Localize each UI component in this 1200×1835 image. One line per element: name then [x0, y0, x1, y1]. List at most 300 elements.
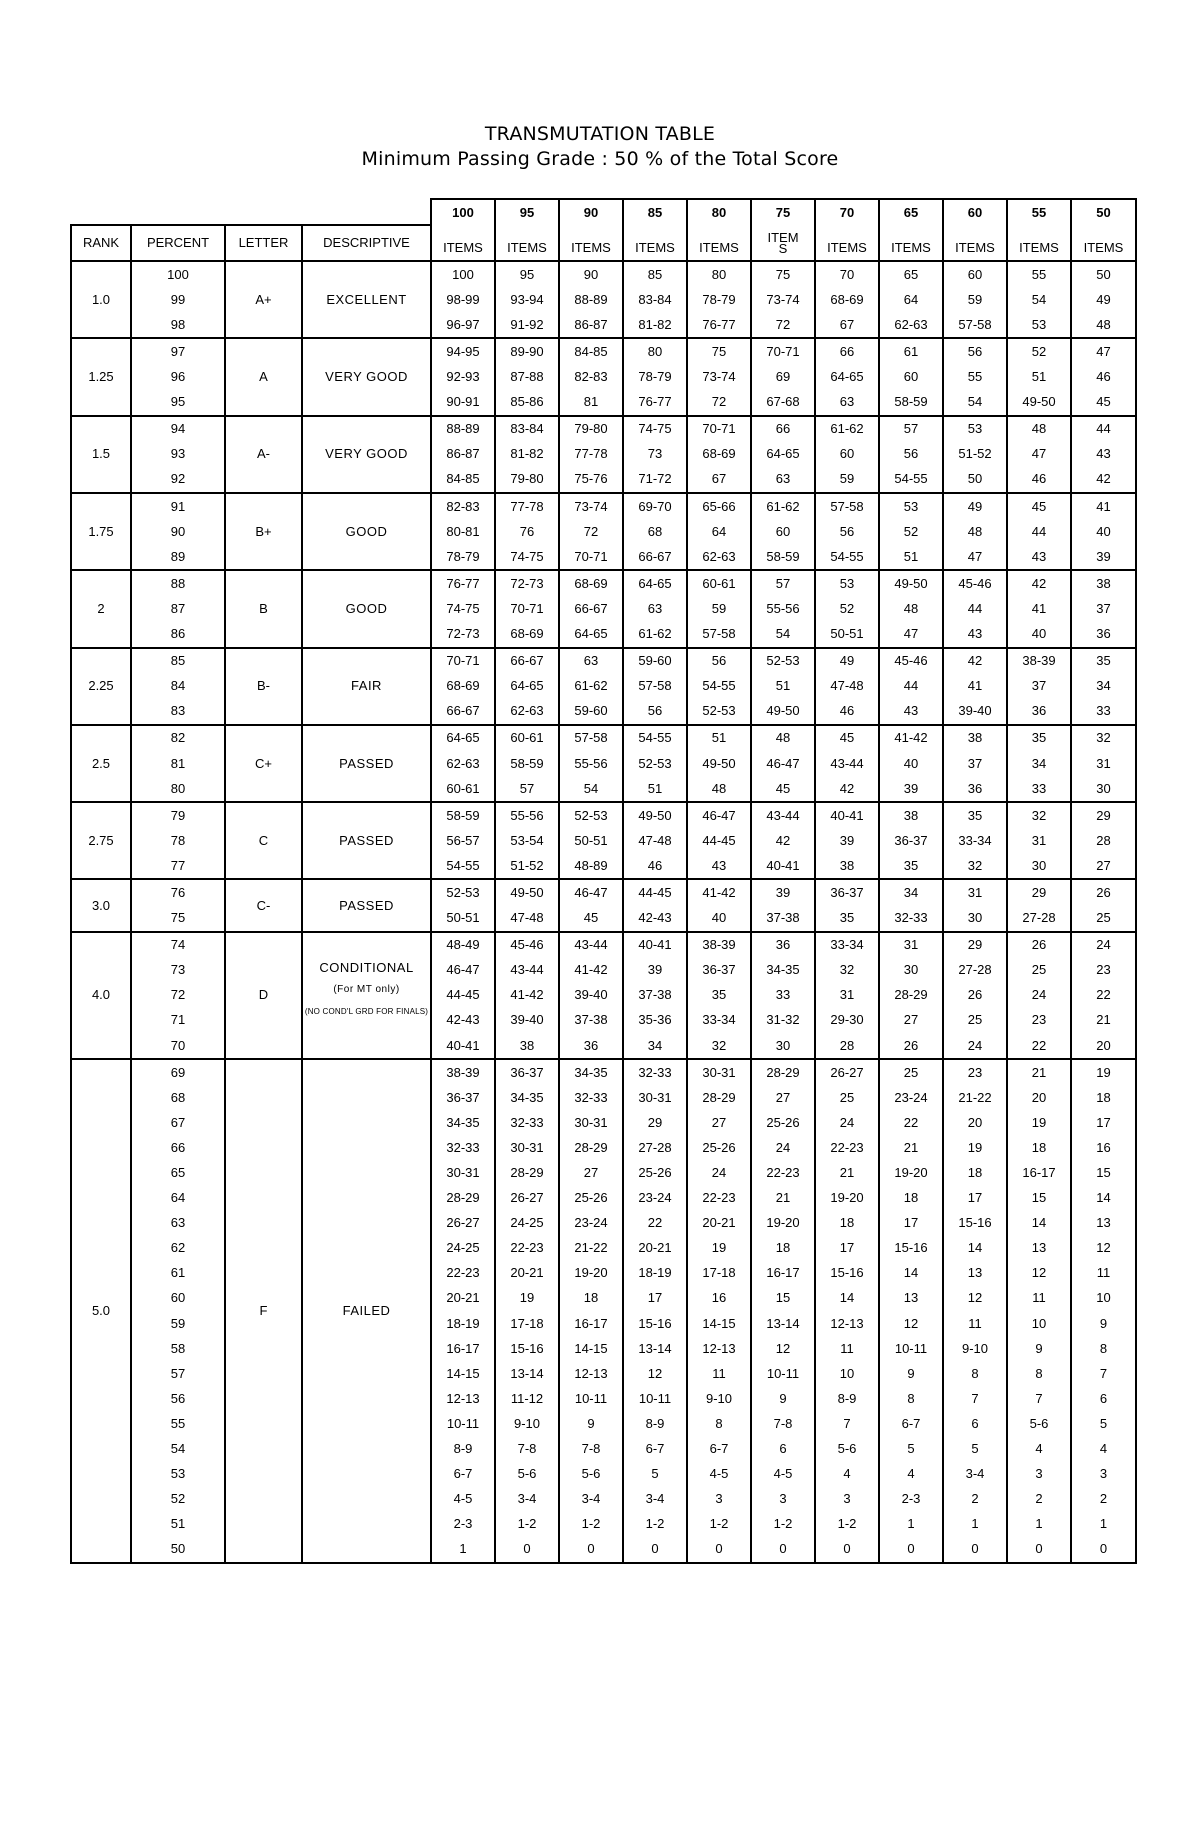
value-cell: 56	[879, 442, 943, 467]
value-cell: 33	[1071, 699, 1136, 725]
value-cell: 31-32	[751, 1008, 815, 1033]
value-cell: 1	[879, 1512, 943, 1537]
page-subtitle: Minimum Passing Grade : 50 % of the Total Score	[361, 148, 839, 170]
value-cell: 76	[495, 519, 559, 544]
value-cell: 12-13	[431, 1386, 495, 1411]
value-cell: 75	[687, 338, 751, 364]
value-cell: 10	[1071, 1286, 1136, 1311]
value-cell: 22	[1007, 1033, 1071, 1059]
value-cell: 72-73	[431, 622, 495, 648]
value-cell: 82-83	[431, 493, 495, 519]
value-cell: 8	[879, 1386, 943, 1411]
percent-cell: 82	[131, 725, 225, 751]
value-cell: 61-62	[751, 493, 815, 519]
value-cell: 90	[559, 261, 623, 287]
value-cell: 41-42	[559, 958, 623, 983]
value-cell: 55	[943, 365, 1007, 390]
percent-cell: 74	[131, 932, 225, 958]
letter-cell: D	[225, 932, 302, 1059]
value-cell: 60	[879, 365, 943, 390]
value-cell: 54-55	[431, 853, 495, 879]
value-cell: 47-48	[623, 828, 687, 853]
header-items-label: ITEMS	[879, 225, 943, 261]
value-cell: 28-29	[559, 1135, 623, 1160]
value-cell: 52	[815, 596, 879, 621]
value-cell: 30	[1007, 853, 1071, 879]
value-cell: 6-7	[879, 1411, 943, 1436]
percent-cell: 96	[131, 365, 225, 390]
value-cell: 49-50	[751, 699, 815, 725]
value-cell: 46	[1071, 365, 1136, 390]
percent-cell: 88	[131, 570, 225, 596]
table-row	[71, 338, 1136, 364]
value-cell: 12	[879, 1311, 943, 1336]
value-cell: 40	[879, 751, 943, 776]
value-cell: 3	[815, 1487, 879, 1512]
value-cell: 15-16	[815, 1261, 879, 1286]
value-cell: 70	[815, 261, 879, 287]
value-cell: 30-31	[495, 1135, 559, 1160]
value-cell: 37	[943, 751, 1007, 776]
value-cell: 32	[1007, 802, 1071, 828]
value-cell: 58-59	[495, 751, 559, 776]
value-cell: 21	[815, 1160, 879, 1185]
descriptive-label: VERY GOOD	[325, 369, 408, 385]
value-cell: 58-59	[751, 544, 815, 570]
value-cell: 52	[879, 519, 943, 544]
value-cell: 72	[751, 312, 815, 338]
value-cell: 17	[815, 1236, 879, 1261]
value-cell: 34-35	[751, 958, 815, 983]
value-cell: 86-87	[559, 312, 623, 338]
table-row	[71, 493, 1136, 519]
value-cell: 69	[751, 365, 815, 390]
value-cell: 9-10	[687, 1386, 751, 1411]
value-cell: 45	[1071, 390, 1136, 416]
value-cell: 28	[1071, 828, 1136, 853]
value-cell: 50-51	[431, 906, 495, 932]
value-cell: 75	[751, 261, 815, 287]
value-cell: 3-4	[559, 1487, 623, 1512]
value-cell: 37-38	[559, 1008, 623, 1033]
descriptive-cell	[302, 879, 431, 931]
value-cell: 13	[1007, 1236, 1071, 1261]
descriptive-cell	[302, 802, 431, 879]
value-cell: 7	[815, 1411, 879, 1436]
value-cell: 73-74	[751, 287, 815, 312]
value-cell: 22-23	[687, 1186, 751, 1211]
value-cell: 78-79	[623, 365, 687, 390]
value-cell: 38-39	[687, 932, 751, 958]
rank-cell: 2.25	[71, 648, 131, 725]
value-cell: 0	[495, 1537, 559, 1563]
value-cell: 16-17	[1007, 1160, 1071, 1185]
value-cell: 60	[943, 261, 1007, 287]
value-cell: 2	[943, 1487, 1007, 1512]
value-cell: 10-11	[751, 1361, 815, 1386]
value-cell: 79-80	[559, 416, 623, 442]
value-cell: 55-56	[495, 802, 559, 828]
value-cell: 24	[1071, 932, 1136, 958]
value-cell: 11	[1007, 1286, 1071, 1311]
header-total: 50	[1071, 199, 1136, 225]
value-cell: 21	[1071, 1008, 1136, 1033]
value-cell: 24	[751, 1135, 815, 1160]
value-cell: 41-42	[687, 879, 751, 905]
percent-cell: 70	[131, 1033, 225, 1059]
rank-cell: 1.0	[71, 261, 131, 338]
value-cell: 15-16	[495, 1336, 559, 1361]
value-cell: 61-62	[623, 622, 687, 648]
value-cell: 18	[751, 1236, 815, 1261]
value-cell: 36	[1007, 699, 1071, 725]
value-cell: 66-67	[559, 596, 623, 621]
value-cell: 70-71	[751, 338, 815, 364]
percent-cell: 57	[131, 1361, 225, 1386]
value-cell: 27	[879, 1008, 943, 1033]
value-cell: 31	[1007, 828, 1071, 853]
percent-cell: 60	[131, 1286, 225, 1311]
value-cell: 27-28	[943, 958, 1007, 983]
value-cell: 70-71	[495, 596, 559, 621]
value-cell: 29	[623, 1110, 687, 1135]
descriptive-label: PASSED	[339, 897, 394, 913]
value-cell: 57-58	[815, 493, 879, 519]
value-cell: 60-61	[431, 776, 495, 802]
value-cell: 44	[1007, 519, 1071, 544]
value-cell: 14-15	[559, 1336, 623, 1361]
value-cell: 85-86	[495, 390, 559, 416]
value-cell: 27	[1071, 853, 1136, 879]
value-cell: 0	[751, 1537, 815, 1563]
value-cell: 58-59	[879, 390, 943, 416]
value-cell: 80	[687, 261, 751, 287]
value-cell: 49	[943, 493, 1007, 519]
value-cell: 25-26	[559, 1186, 623, 1211]
value-cell: 76-77	[623, 390, 687, 416]
value-cell: 57	[495, 776, 559, 802]
header-items-label: ITEMS	[1007, 225, 1071, 261]
descriptive-label: PASSED	[339, 832, 394, 848]
header-items-label: ITEMS	[431, 225, 495, 261]
value-cell: 31	[815, 983, 879, 1008]
percent-cell: 83	[131, 699, 225, 725]
header-total: 95	[495, 199, 559, 225]
value-cell: 24	[815, 1110, 879, 1135]
value-cell: 32-33	[559, 1085, 623, 1110]
value-cell: 43-44	[751, 802, 815, 828]
value-cell: 25	[1071, 906, 1136, 932]
value-cell: 66-67	[623, 544, 687, 570]
value-cell: 3	[751, 1487, 815, 1512]
value-cell: 24	[943, 1033, 1007, 1059]
value-cell: 12	[1071, 1236, 1136, 1261]
value-cell: 66-67	[495, 648, 559, 674]
value-cell: 20-21	[431, 1286, 495, 1311]
value-cell: 22-23	[751, 1160, 815, 1185]
value-cell: 34	[1007, 751, 1071, 776]
value-cell: 20	[943, 1110, 1007, 1135]
value-cell: 18	[1071, 1085, 1136, 1110]
value-cell: 6-7	[687, 1437, 751, 1462]
value-cell: 47	[1071, 338, 1136, 364]
value-cell: 49-50	[623, 802, 687, 828]
percent-cell: 55	[131, 1411, 225, 1436]
value-cell: 56	[623, 699, 687, 725]
value-cell: 65-66	[687, 493, 751, 519]
value-cell: 68-69	[495, 622, 559, 648]
value-cell: 13-14	[495, 1361, 559, 1386]
value-cell: 45-46	[495, 932, 559, 958]
value-cell: 61	[879, 338, 943, 364]
value-cell: 19-20	[559, 1261, 623, 1286]
value-cell: 74-75	[495, 544, 559, 570]
value-cell: 50	[1071, 261, 1136, 287]
value-cell: 22-23	[495, 1236, 559, 1261]
percent-cell: 53	[131, 1462, 225, 1487]
value-cell: 56-57	[431, 828, 495, 853]
header-items-label: ITEMS	[495, 225, 559, 261]
value-cell: 47	[1007, 442, 1071, 467]
value-cell: 51	[623, 776, 687, 802]
value-cell: 6	[943, 1411, 1007, 1436]
value-cell: 67-68	[751, 390, 815, 416]
descriptive-note: (NO COND'L GRD FOR FINALS)	[304, 1007, 429, 1017]
value-cell: 30	[943, 906, 1007, 932]
percent-cell: 87	[131, 596, 225, 621]
value-cell: 32	[943, 853, 1007, 879]
value-cell: 39-40	[495, 1008, 559, 1033]
percent-cell: 90	[131, 519, 225, 544]
value-cell: 38	[943, 725, 1007, 751]
value-cell: 57-58	[559, 725, 623, 751]
percent-cell: 81	[131, 751, 225, 776]
value-cell: 42	[1071, 467, 1136, 493]
value-cell: 42-43	[623, 906, 687, 932]
value-cell: 14	[1007, 1211, 1071, 1236]
value-cell: 46	[623, 853, 687, 879]
value-cell: 88-89	[431, 416, 495, 442]
value-cell: 30-31	[431, 1160, 495, 1185]
value-cell: 44	[1071, 416, 1136, 442]
value-cell: 22-23	[815, 1135, 879, 1160]
letter-cell: B+	[225, 493, 302, 570]
value-cell: 14	[943, 1236, 1007, 1261]
value-cell: 23	[943, 1059, 1007, 1085]
value-cell: 64-65	[815, 365, 879, 390]
value-cell: 86-87	[431, 442, 495, 467]
value-cell: 48	[751, 725, 815, 751]
value-cell: 30	[751, 1033, 815, 1059]
value-cell: 68-69	[431, 674, 495, 699]
value-cell: 36-37	[879, 828, 943, 853]
value-cell: 60	[751, 519, 815, 544]
value-cell: 59	[815, 467, 879, 493]
value-cell: 20-21	[687, 1211, 751, 1236]
value-cell: 26	[1007, 932, 1071, 958]
value-cell: 45	[559, 906, 623, 932]
value-cell: 63	[815, 390, 879, 416]
value-cell: 5	[623, 1462, 687, 1487]
value-cell: 53	[943, 416, 1007, 442]
descriptive-label: GOOD	[345, 600, 388, 616]
value-cell: 10-11	[623, 1386, 687, 1411]
value-cell: 18	[815, 1211, 879, 1236]
value-cell: 26-27	[495, 1186, 559, 1211]
descriptive-cell	[302, 493, 431, 570]
value-cell: 1-2	[751, 1512, 815, 1537]
value-cell: 52-53	[623, 751, 687, 776]
value-cell: 36	[559, 1033, 623, 1059]
value-cell: 76-77	[431, 570, 495, 596]
value-cell: 53	[879, 493, 943, 519]
descriptive-label: VERY GOOD	[325, 446, 408, 462]
value-cell: 50-51	[559, 828, 623, 853]
percent-cell: 100	[131, 261, 225, 287]
descriptive-cell	[302, 725, 431, 802]
descriptive-label: EXCELLENT	[326, 291, 407, 307]
value-cell: 33-34	[943, 828, 1007, 853]
value-cell: 7	[1071, 1361, 1136, 1386]
value-cell: 9-10	[943, 1336, 1007, 1361]
value-cell: 30-31	[623, 1085, 687, 1110]
value-cell: 40	[1007, 622, 1071, 648]
header-total: 75	[751, 199, 815, 225]
page-title: TRANSMUTATION TABLE	[484, 123, 716, 145]
header-items-label: ITEMS	[687, 225, 751, 261]
percent-cell: 65	[131, 1160, 225, 1185]
value-cell: 25	[1007, 958, 1071, 983]
value-cell: 41-42	[495, 983, 559, 1008]
value-cell: 39-40	[943, 699, 1007, 725]
value-cell: 52-53	[751, 648, 815, 674]
value-cell: 11	[815, 1336, 879, 1361]
value-cell: 17-18	[687, 1261, 751, 1286]
value-cell: 3-4	[495, 1487, 559, 1512]
value-cell: 98-99	[431, 287, 495, 312]
value-cell: 15	[751, 1286, 815, 1311]
value-cell: 95	[495, 261, 559, 287]
value-cell: 16-17	[751, 1261, 815, 1286]
value-cell: 80-81	[431, 519, 495, 544]
value-cell: 3-4	[943, 1462, 1007, 1487]
value-cell: 80	[623, 338, 687, 364]
value-cell: 1	[943, 1512, 1007, 1537]
value-cell: 41	[1007, 596, 1071, 621]
value-cell: 46	[815, 699, 879, 725]
value-cell: 12	[623, 1361, 687, 1386]
value-cell: 10-11	[431, 1411, 495, 1436]
percent-cell: 92	[131, 467, 225, 493]
value-cell: 31	[943, 879, 1007, 905]
value-cell: 18-19	[431, 1311, 495, 1336]
value-cell: 66-67	[431, 699, 495, 725]
value-cell: 48-49	[431, 932, 495, 958]
letter-cell: F	[225, 1059, 302, 1563]
value-cell: 54-55	[623, 725, 687, 751]
value-cell: 25-26	[623, 1160, 687, 1185]
value-cell: 64-65	[751, 442, 815, 467]
value-cell: 10	[815, 1361, 879, 1386]
value-cell: 5-6	[1007, 1411, 1071, 1436]
value-cell: 32-33	[431, 1135, 495, 1160]
letter-cell: A+	[225, 261, 302, 338]
value-cell: 24	[687, 1160, 751, 1185]
value-cell: 13-14	[623, 1336, 687, 1361]
value-cell: 36-37	[431, 1085, 495, 1110]
value-cell: 71-72	[623, 467, 687, 493]
value-cell: 56	[943, 338, 1007, 364]
value-cell: 16	[1071, 1135, 1136, 1160]
value-cell: 5	[879, 1437, 943, 1462]
value-cell: 24-25	[431, 1236, 495, 1261]
percent-cell: 86	[131, 622, 225, 648]
value-cell: 37	[1071, 596, 1136, 621]
value-cell: 77-78	[495, 493, 559, 519]
value-cell: 17	[623, 1286, 687, 1311]
value-cell: 11-12	[495, 1386, 559, 1411]
value-cell: 59	[943, 287, 1007, 312]
value-cell: 64-65	[623, 570, 687, 596]
value-cell: 43	[687, 853, 751, 879]
value-cell: 6-7	[623, 1437, 687, 1462]
letter-cell: C-	[225, 879, 302, 931]
percent-cell: 54	[131, 1437, 225, 1462]
value-cell: 31	[879, 932, 943, 958]
value-cell: 82-83	[559, 365, 623, 390]
value-cell: 12-13	[559, 1361, 623, 1386]
value-cell: 60	[815, 442, 879, 467]
value-cell: 47-48	[815, 674, 879, 699]
value-cell: 26-27	[431, 1211, 495, 1236]
value-cell: 12	[751, 1336, 815, 1361]
descriptive-cell	[302, 338, 431, 415]
value-cell: 28-29	[879, 983, 943, 1008]
value-cell: 19-20	[815, 1186, 879, 1211]
value-cell: 0	[559, 1537, 623, 1563]
percent-cell: 72	[131, 983, 225, 1008]
value-cell: 32	[815, 958, 879, 983]
value-cell: 13	[943, 1261, 1007, 1286]
value-cell: 40	[1071, 519, 1136, 544]
value-cell: 49-50	[495, 879, 559, 905]
percent-cell: 59	[131, 1311, 225, 1336]
value-cell: 34-35	[559, 1059, 623, 1085]
percent-cell: 85	[131, 648, 225, 674]
percent-cell: 91	[131, 493, 225, 519]
value-cell: 39	[751, 879, 815, 905]
percent-cell: 93	[131, 442, 225, 467]
value-cell: 60-61	[687, 570, 751, 596]
value-cell: 25	[943, 1008, 1007, 1033]
value-cell: 10	[1007, 1311, 1071, 1336]
value-cell: 64	[687, 519, 751, 544]
value-cell: 21	[1007, 1059, 1071, 1085]
value-cell: 2	[1007, 1487, 1071, 1512]
value-cell: 32-33	[623, 1059, 687, 1085]
value-cell: 7-8	[751, 1411, 815, 1436]
value-cell: 57	[879, 416, 943, 442]
value-cell: 70-71	[431, 648, 495, 674]
rank-cell: 1.75	[71, 493, 131, 570]
value-cell: 18	[943, 1160, 1007, 1185]
value-cell: 1-2	[495, 1512, 559, 1537]
value-cell: 29	[1007, 879, 1071, 905]
value-cell: 35	[815, 906, 879, 932]
value-cell: 68-69	[559, 570, 623, 596]
value-cell: 23-24	[559, 1211, 623, 1236]
value-cell: 22-23	[431, 1261, 495, 1286]
